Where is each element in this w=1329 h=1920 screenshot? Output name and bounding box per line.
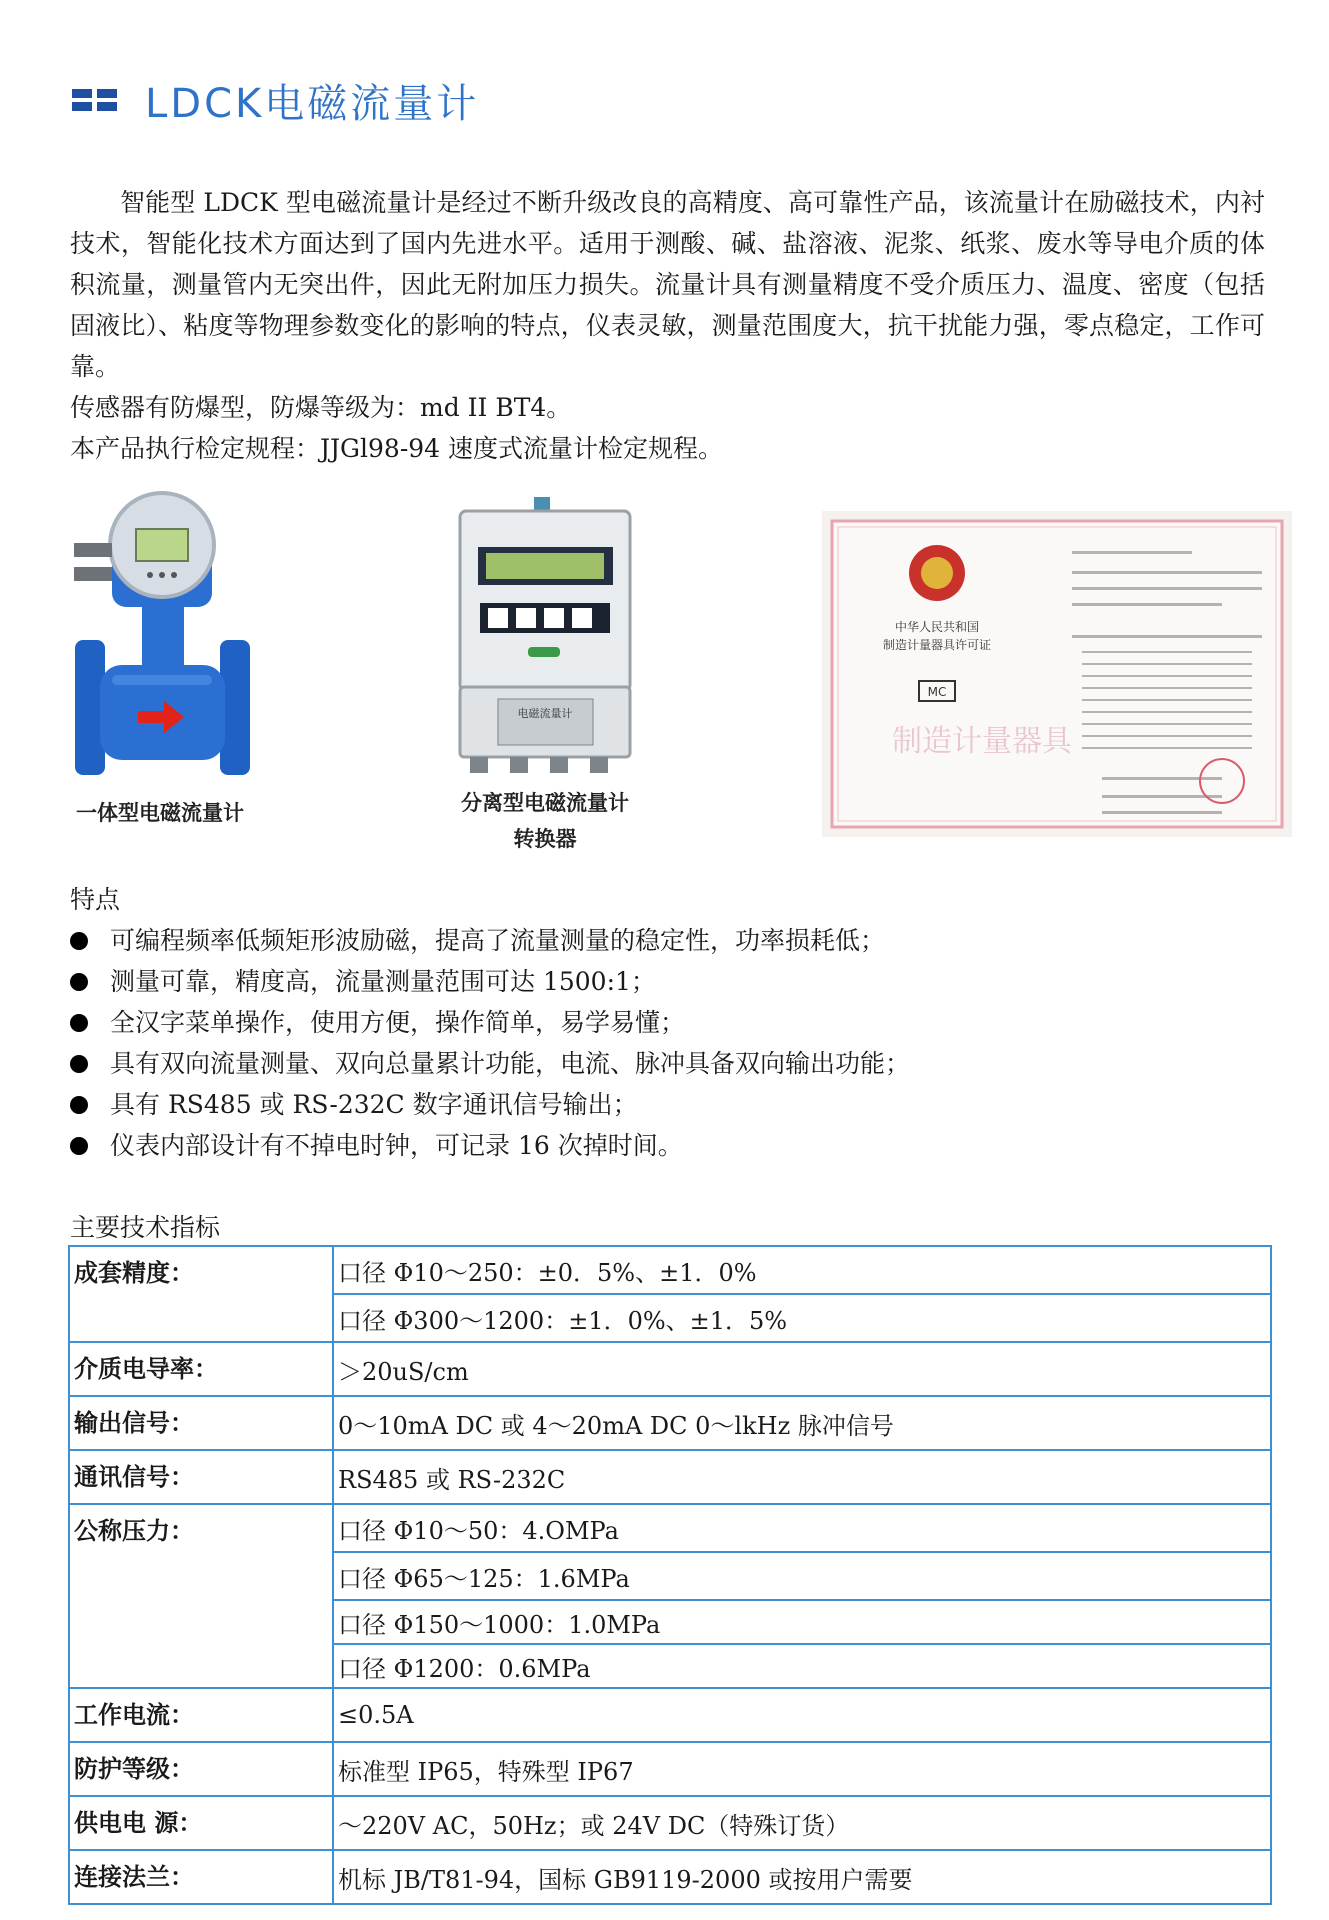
table-row	[69, 1246, 1271, 1294]
feature-item	[70, 1043, 1270, 1084]
table-row	[69, 1396, 1271, 1450]
bullet-icon	[70, 1055, 88, 1073]
intro-section	[70, 182, 1265, 469]
power-label: 供电电 源：	[69, 1796, 333, 1850]
converter-front-panel	[460, 511, 630, 691]
integrated-meter-illustration	[60, 485, 260, 795]
converter-figure	[430, 495, 660, 875]
current-value: ≤0.5A	[333, 1688, 1271, 1742]
converter-nameplate	[498, 699, 593, 745]
title-blocks-icon	[72, 89, 117, 111]
table-row	[69, 1504, 1271, 1552]
table-row	[69, 1850, 1271, 1904]
bullet-icon	[70, 932, 88, 950]
features-section	[70, 880, 1270, 1166]
flange-label: 连接法兰：	[69, 1850, 333, 1904]
certificate-title-line1: 中华人民共和国	[894, 620, 980, 634]
accuracy-label: 成套精度：	[69, 1246, 333, 1342]
accuracy-value-1: 口径 Φ10～250：±0．5%、±1．0%	[333, 1246, 1271, 1294]
pressure-value-3: 口径 Φ150～1000：1.0MPa	[333, 1600, 1271, 1644]
feature-text: 测量可靠，精度高，流量测量范围可达 1500:1；	[110, 967, 656, 996]
feature-text: 具有 RS485 或 RS-232C 数字通讯信号输出；	[110, 1090, 638, 1119]
feature-text: 具有双向流量测量、双向总量累计功能，电流、脉冲具备双向输出功能；	[110, 1049, 911, 1078]
features-heading: 特点	[70, 885, 121, 914]
table-row	[69, 1450, 1271, 1504]
feature-text: 仪表内部设计有不掉电时钟，可记录 16 次掉时间。	[110, 1131, 683, 1160]
converter-caption-line2: 转换器	[513, 827, 577, 851]
standard-line: 本产品执行检定规程：JJGl98-94 速度式流量计检定规程。	[70, 434, 724, 463]
certificate-mc-mark: MC	[927, 685, 947, 699]
conductivity-label: 介质电导率：	[69, 1342, 333, 1396]
feature-item	[70, 920, 1270, 961]
comm-value: RS485 或 RS-232C	[333, 1450, 1271, 1504]
protection-value: 标准型 IP65，特殊型 IP67	[333, 1742, 1271, 1796]
feature-item	[70, 961, 1270, 1002]
feature-item	[70, 1125, 1270, 1166]
output-value: 0～10mA DC 或 4～20mA DC 0～lkHz 脉冲信号	[333, 1396, 1271, 1450]
pressure-value-2: 口径 Φ65～125：1.6MPa	[333, 1552, 1271, 1600]
bullet-icon	[70, 1014, 88, 1032]
converter-illustration	[430, 495, 660, 785]
bullet-icon	[70, 973, 88, 991]
features-list	[70, 920, 1270, 1166]
feature-item	[70, 1084, 1270, 1125]
comm-label: 通讯信号：	[69, 1450, 333, 1504]
integrated-meter-figure	[60, 485, 260, 875]
conductivity-value: ＞20uS/cm	[333, 1342, 1271, 1396]
pressure-value-4: 口径 Φ1200：0.6MPa	[333, 1644, 1271, 1688]
page-title: LDCK电磁流量计	[145, 80, 480, 127]
converter-lcd	[486, 553, 604, 579]
specs-table	[68, 1245, 1272, 1905]
explosion-proof-line: 传感器有防爆型，防爆等级为：md II BT4。	[70, 393, 572, 422]
specs-heading: 主要技术指标	[70, 1213, 221, 1242]
current-label: 工作电流：	[69, 1688, 333, 1742]
converter-caption-line1: 分离型电磁流量计	[461, 791, 629, 815]
table-row	[69, 1342, 1271, 1396]
feature-text: 可编程频率低频矩形波励磁，提高了流量测量的稳定性，功率损耗低；	[110, 926, 886, 955]
feature-text: 全汉字菜单操作，使用方便，操作简单，易学易懂；	[110, 1008, 686, 1037]
flange-value: 机标 JB/T81-94，国标 GB9119-2000 或按用户需要	[333, 1850, 1271, 1904]
table-row	[69, 1796, 1271, 1850]
table-row	[69, 1688, 1271, 1742]
output-label: 输出信号：	[69, 1396, 333, 1450]
license-certificate	[822, 511, 1292, 837]
bullet-icon	[70, 1096, 88, 1114]
protection-label: 防护等级：	[69, 1742, 333, 1796]
feature-item	[70, 1002, 1270, 1043]
meter-lcd	[136, 529, 188, 561]
converter-nameplate-text: 电磁流量计	[517, 707, 573, 720]
bullet-icon	[70, 1137, 88, 1155]
product-figures	[60, 485, 1300, 875]
pressure-value-1: 口径 Φ10～50：4.OMPa	[333, 1504, 1271, 1552]
intro-paragraph: 智能型 LDCK 型电磁流量计是经过不断升级改良的高精度、高可靠性产品，该流量计在励磁技术，内衬技术，智能化技术方面达到了国内先进水平。适用于测酸、碱、盐溶液、泥浆、纸浆、废水等导电介质的体积流量，测量管内无突出件，因此无附加压力损失。流量计具有测量精度不受介质压力、温度、密度（包括固液比）、粘度等物理参数变化的影响的特点，仪表灵敏，测量范围度大，抗干扰能力强，零点稳定，工作可靠。	[70, 188, 1265, 381]
certificate-image	[822, 511, 1292, 837]
accuracy-value-2: 口径 Φ300～1200：±1．0%、±1．5%	[333, 1294, 1271, 1342]
pressure-label: 公称压力：	[69, 1504, 333, 1688]
certificate-watermark: 制造计量器具	[892, 724, 1072, 759]
power-value: ～220V AC，50Hz；或 24V DC（特殊订货）	[333, 1796, 1271, 1850]
integrated-caption: 一体型电磁流量计	[76, 801, 244, 825]
certificate-title-line2: 制造计量器具许可证	[882, 638, 992, 652]
page-title-bar	[72, 80, 480, 127]
table-row	[69, 1742, 1271, 1796]
